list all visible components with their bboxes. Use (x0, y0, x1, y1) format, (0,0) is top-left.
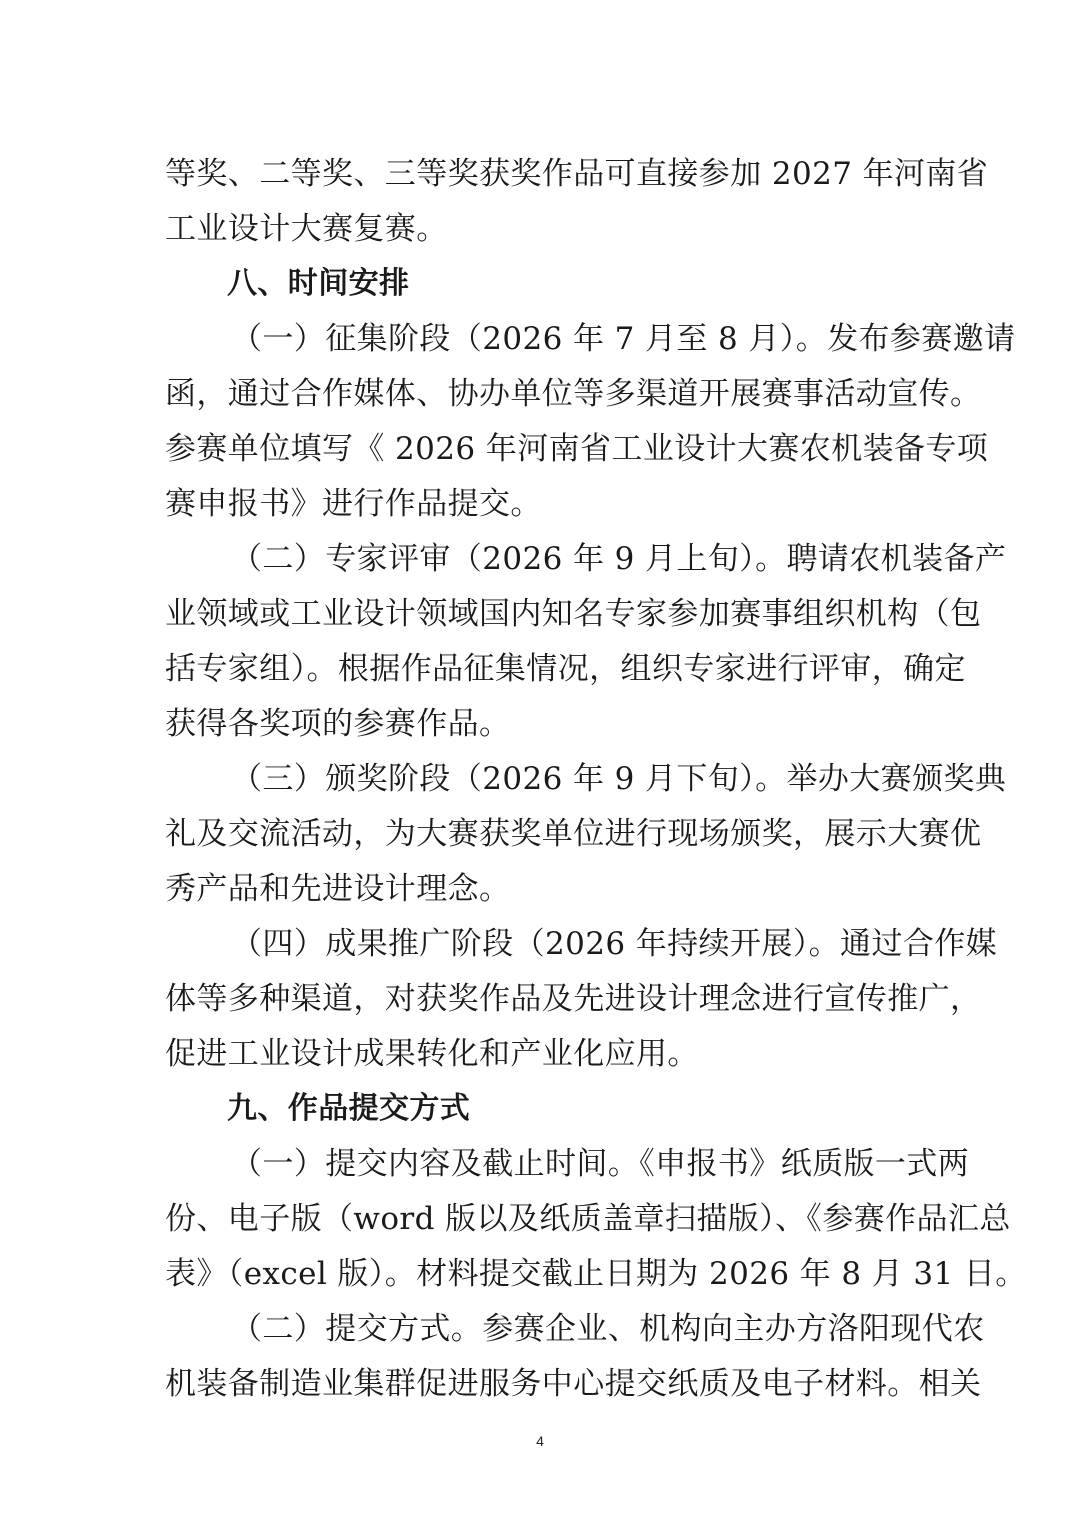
body-text-line: 体等多种渠道，对获奖作品及先进设计理念进行宣传推广， (165, 981, 982, 1017)
body-text-line: 等奖、二等奖、三等奖获奖作品可直接参加 2027 年河南省 (165, 156, 989, 192)
body-text-line: 机装备制造业集群促进服务中心提交纸质及电子材料。相关 (165, 1366, 982, 1402)
body-text-line: 秀产品和先进设计理念。 (165, 871, 511, 907)
body-text-line: 业领域或工业设计领域国内知名专家参加赛事组织机构（包 (165, 596, 982, 632)
body-text-line: （二）专家评审（2026 年 9 月上旬）。聘请农机装备产 (231, 541, 1007, 577)
body-text-line: （一）提交内容及截止时间。《申报书》纸质版一式两 (231, 1146, 970, 1182)
body-text-line: 括专家组）。根据作品征集情况，组织专家进行评审，确定 (165, 651, 966, 687)
page-number: 4 (536, 1433, 544, 1449)
body-text-line: 礼及交流活动，为大赛获奖单位进行现场颁奖，展示大赛优 (165, 816, 982, 852)
body-text-line: 参赛单位填写《 2026 年河南省工业设计大赛农机装备专项 (165, 431, 989, 467)
body-text-line: 促进工业设计成果转化和产业化应用。 (165, 1036, 699, 1072)
body-text-line: （一）征集阶段（2026 年 7 月至 8 月）。发布参赛邀请 (231, 321, 1016, 357)
body-text-line: （三）颁奖阶段（2026 年 9 月下旬）。举办大赛颁奖典 (231, 761, 1007, 797)
body-text-line: 赛申报书》进行作品提交。 (165, 486, 542, 522)
body-text-line: 函，通过合作媒体、协办单位等多渠道开展赛事活动宣传。 (165, 376, 982, 412)
body-text-line: 表》（excel 版）。材料提交截止日期为 2026 年 8 月 31 日。 (165, 1256, 1027, 1292)
body-text-line: 份、电子版（word 版以及纸质盖章扫描版）、《参赛作品汇总 (165, 1201, 1011, 1237)
body-text-line: （二）提交方式。参赛企业、机构向主办方洛阳现代农 (231, 1311, 985, 1347)
body-text-line: （四）成果推广阶段（2026 年持续开展）。通过合作媒 (231, 926, 998, 962)
body-text-line: 工业设计大赛复赛。 (165, 211, 448, 247)
section-heading: 九、作品提交方式 (227, 1091, 471, 1126)
body-text-line: 获得各奖项的参赛作品。 (165, 706, 511, 742)
section-heading: 八、时间安排 (227, 266, 410, 301)
